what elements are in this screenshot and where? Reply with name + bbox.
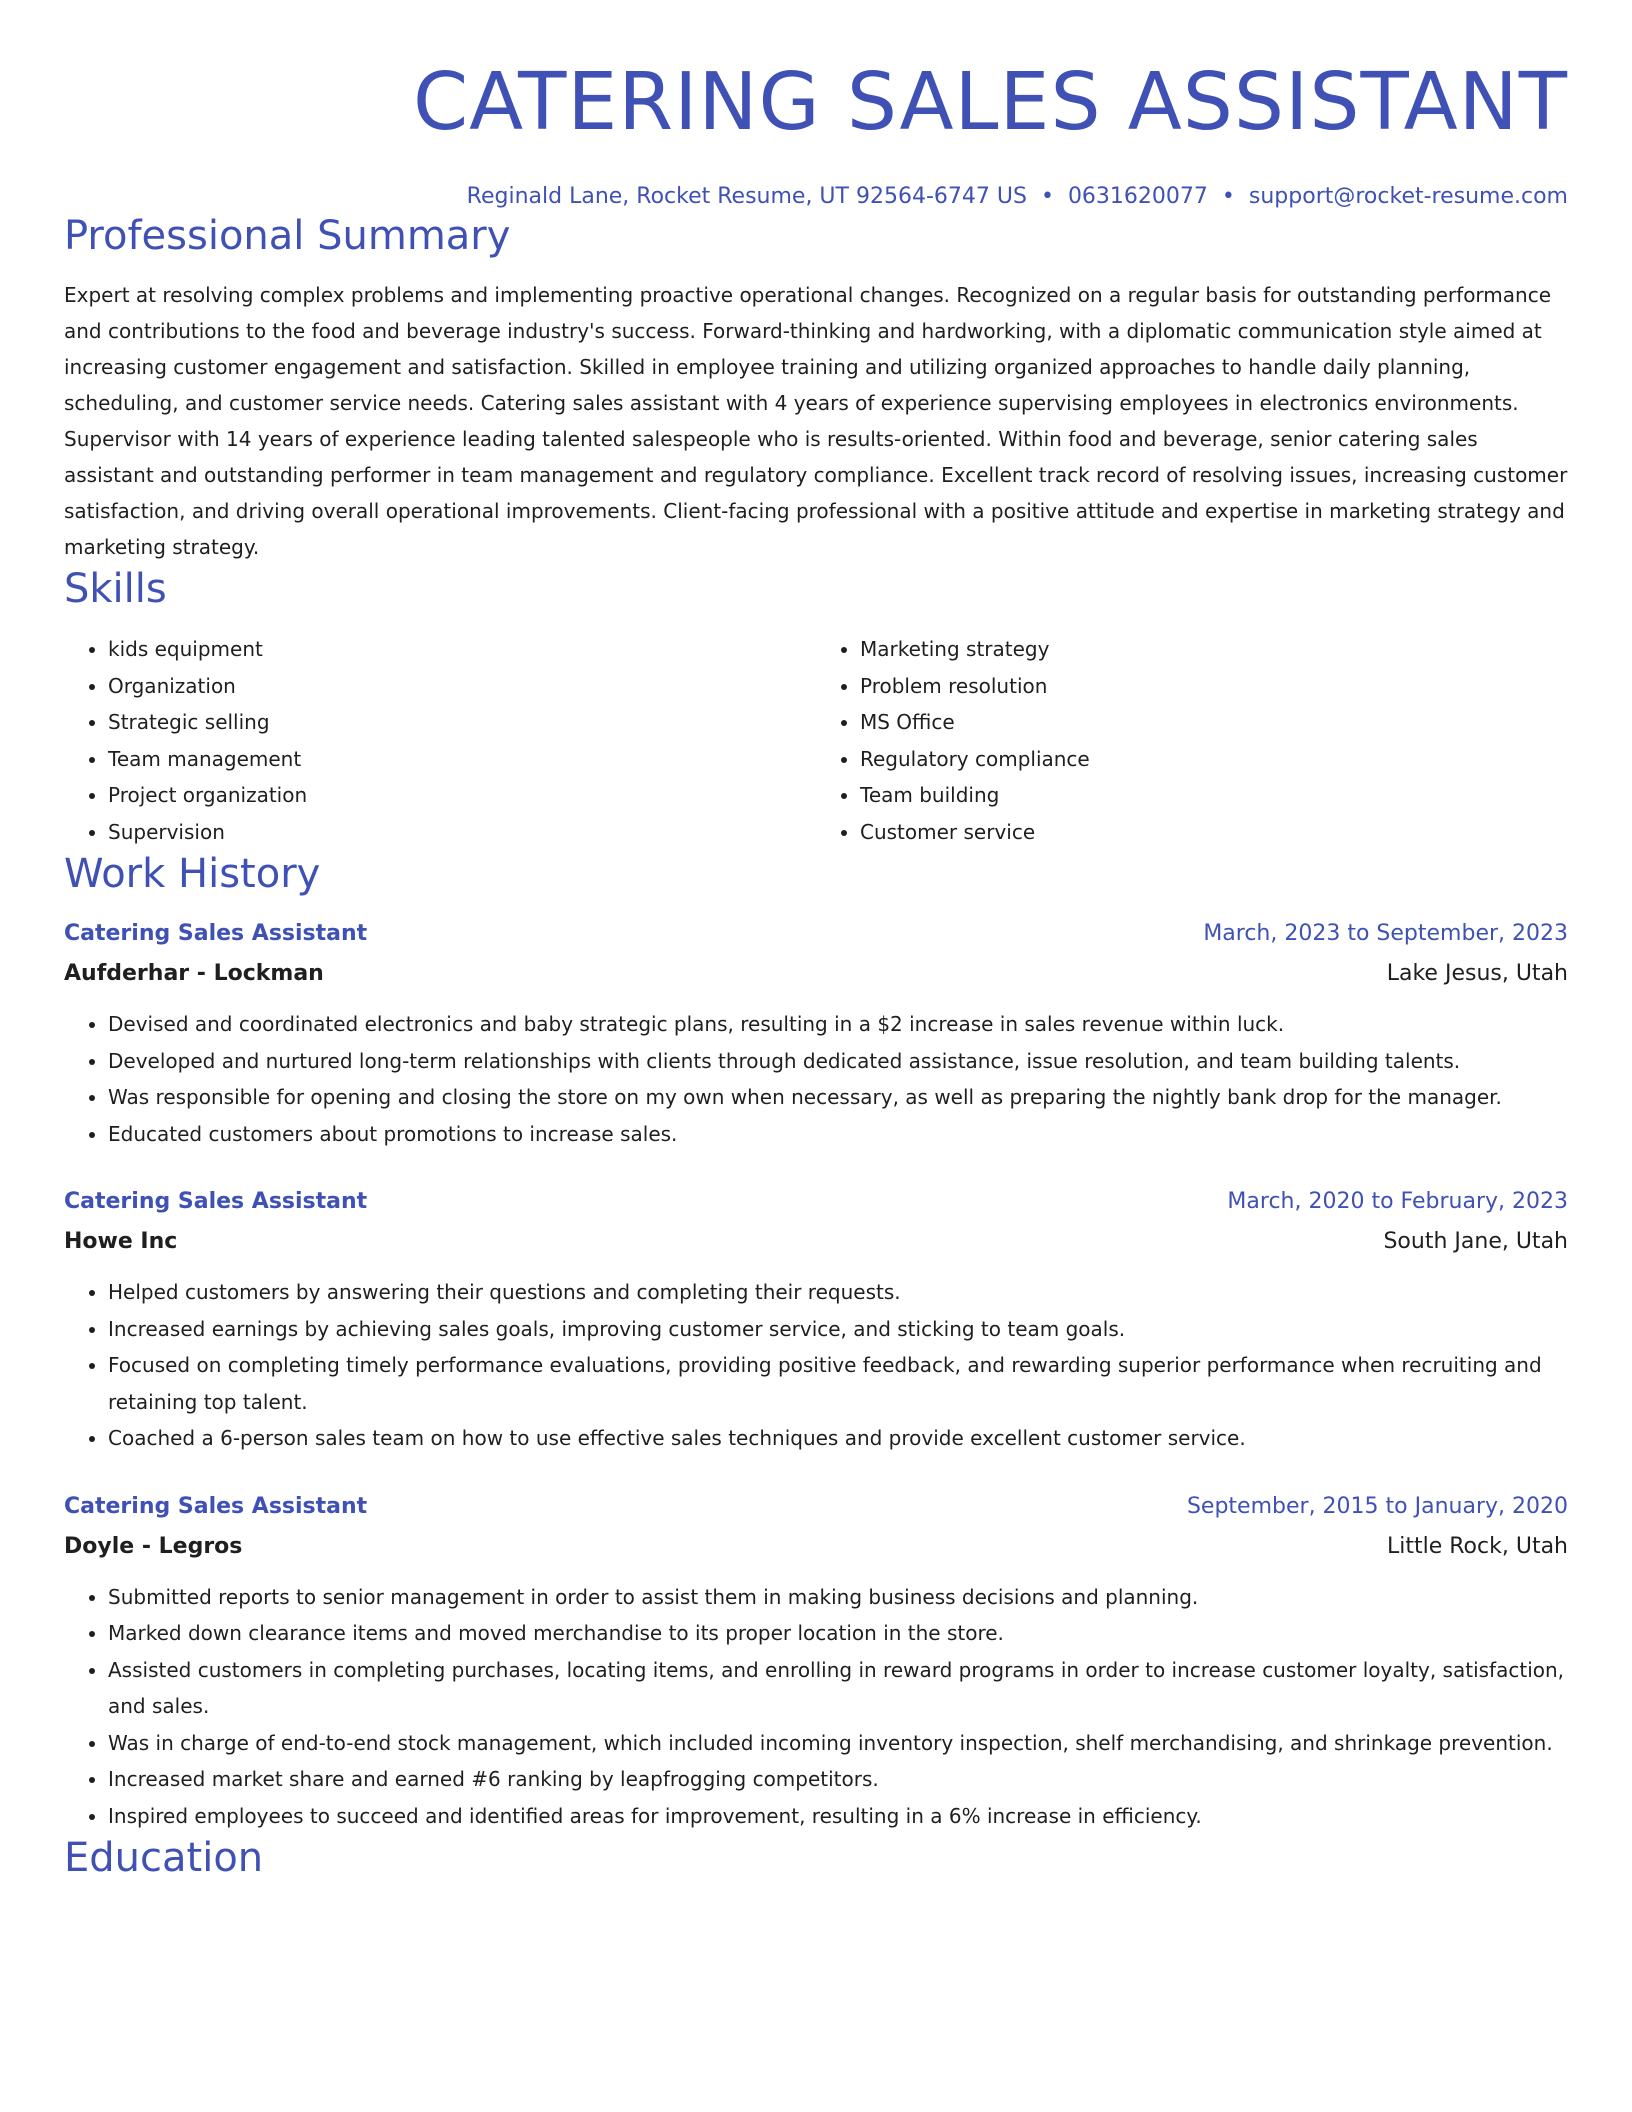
job-bullet: • Focused on completing timely performance evaluations, providing positive feedback, and rewarding superior performance when recruiting and retaining top talent. — [108, 1347, 1568, 1420]
education-heading: Education — [64, 1835, 264, 1881]
job-bullet: • Was responsible for opening and closing the store on my own when necessary, as well as preparing the nightly bank drop for the manager. — [108, 1079, 1568, 1116]
job-title-row — [64, 914, 1568, 954]
skills-column-right — [816, 631, 1568, 850]
job-entry — [64, 914, 1568, 1152]
contact-separator: • — [1040, 184, 1054, 209]
skill-item: • Customer service — [860, 814, 1568, 851]
skill-item: • Problem resolution — [860, 668, 1568, 705]
work-history-heading: Work History — [64, 851, 321, 897]
resume-name: CATERING SALES ASSISTANT — [413, 56, 1568, 148]
skill-item: • kids equipment — [108, 631, 816, 668]
skill-item: • Marketing strategy — [860, 631, 1568, 668]
job-dates: March, 2020 to February, 2023 — [1227, 1189, 1568, 1214]
job-bullet: • Inspired employees to succeed and identified areas for improvement, resulting in a 6% increase in efficiency. — [108, 1798, 1568, 1835]
job-title: Catering Sales Assistant — [64, 1189, 368, 1214]
job-title-row — [64, 1182, 1568, 1222]
job-bullets — [64, 1006, 1568, 1152]
summary-text: Expert at resolving complex problems and implementing proactive operational changes. Recognized on a regular basis for outstanding performance and contributions to the food and beverage industry's success. Forward-thinking and hardworking, with a diplomatic communication style aimed at increasing customer engagement and satisfaction. Skilled in employee training and utilizing organized approaches to handle daily planning, scheduling, and customer service needs. Catering sales assistant with 4 years of experience supervising employees in electronics environments. Supervisor with 14 years of experience leading talented salespeople who is results-oriented. Within food and beverage, senior catering sales assistant and outstanding performer in team management and regulatory compliance. Excellent track record of resolving issues, increasing customer satisfaction, and driving overall operational improvements. Client-facing professional with a positive attitude and expertise in marketing strategy and marketing strategy. — [64, 283, 1568, 559]
job-location: Little Rock, Utah — [1387, 1533, 1568, 1559]
job-title: Catering Sales Assistant — [64, 921, 368, 946]
job-company-row — [64, 954, 1568, 994]
skill-item: • Strategic selling — [108, 704, 816, 741]
job-bullet: • Increased market share and earned #6 ranking by leapfrogging competitors. — [108, 1761, 1568, 1798]
skills-list — [64, 631, 1568, 850]
skill-item: • Team management — [108, 741, 816, 778]
job-dates: March, 2023 to September, 2023 — [1203, 921, 1568, 946]
skill-item: • Project organization — [108, 777, 816, 814]
job-bullets — [64, 1579, 1568, 1835]
job-bullet: • Developed and nurtured long-term relationships with clients through dedicated assistance, issue resolution, and team building talents. — [108, 1043, 1568, 1080]
job-bullets — [64, 1274, 1568, 1457]
skill-item: • Organization — [108, 668, 816, 705]
contact-email[interactable]: support@rocket-resume.com — [1248, 184, 1568, 209]
job-title-row — [64, 1487, 1568, 1527]
job-company: Aufderhar - Lockman — [64, 961, 324, 986]
job-company-row — [64, 1222, 1568, 1262]
job-company: Howe Inc — [64, 1229, 178, 1254]
job-bullet: • Coached a 6-person sales team on how to use effective sales techniques and provide excellent customer service. — [108, 1420, 1568, 1457]
skill-item: • Regulatory compliance — [860, 741, 1568, 778]
job-bullet: • Devised and coordinated electronics and baby strategic plans, resulting in a $2 increase in sales revenue within luck. — [108, 1006, 1568, 1043]
job-bullet: • Was in charge of end-to-end stock management, which included incoming inventory inspection, shelf merchandising, and shrinkage prevention. — [108, 1725, 1568, 1762]
contact-line — [64, 182, 1568, 212]
job-bullet: • Helped customers by answering their questions and completing their requests. — [108, 1274, 1568, 1311]
skill-item: • MS Office — [860, 704, 1568, 741]
skill-item: • Team building — [860, 777, 1568, 814]
summary-heading: Professional Summary — [64, 213, 511, 259]
job-bullet: • Marked down clearance items and moved merchandise to its proper location in the store. — [108, 1615, 1568, 1652]
job-dates: September, 2015 to January, 2020 — [1186, 1493, 1568, 1519]
job-entry — [64, 1182, 1568, 1457]
job-bullet: • Educated customers about promotions to increase sales. — [108, 1116, 1568, 1153]
job-bullet: • Assisted customers in completing purchases, locating items, and enrolling in reward programs in order to increase customer loyalty, satisfaction, and sales. — [108, 1652, 1568, 1725]
job-title: Catering Sales Assistant — [64, 1493, 368, 1519]
skill-item: • Supervision — [108, 814, 816, 851]
contact-separator: • — [1221, 184, 1235, 209]
job-entry — [64, 1487, 1568, 1835]
skills-heading: Skills — [64, 566, 167, 612]
job-company: Doyle - Legros — [64, 1533, 243, 1559]
job-bullet: • Increased earnings by achieving sales goals, improving customer service, and sticking to team goals. — [108, 1311, 1568, 1348]
job-location: South Jane, Utah — [1383, 1229, 1568, 1254]
contact-address: Reginald Lane, Rocket Resume, UT 92564-6747 US — [466, 184, 1027, 209]
resume-header — [64, 0, 1568, 212]
job-location: Lake Jesus, Utah — [1386, 961, 1568, 986]
contact-phone: 0631620077 — [1067, 184, 1208, 209]
skills-column-left — [64, 631, 816, 850]
job-bullet: • Submitted reports to senior management in order to assist them in making business decisions and planning. — [108, 1579, 1568, 1616]
job-company-row — [64, 1527, 1568, 1567]
